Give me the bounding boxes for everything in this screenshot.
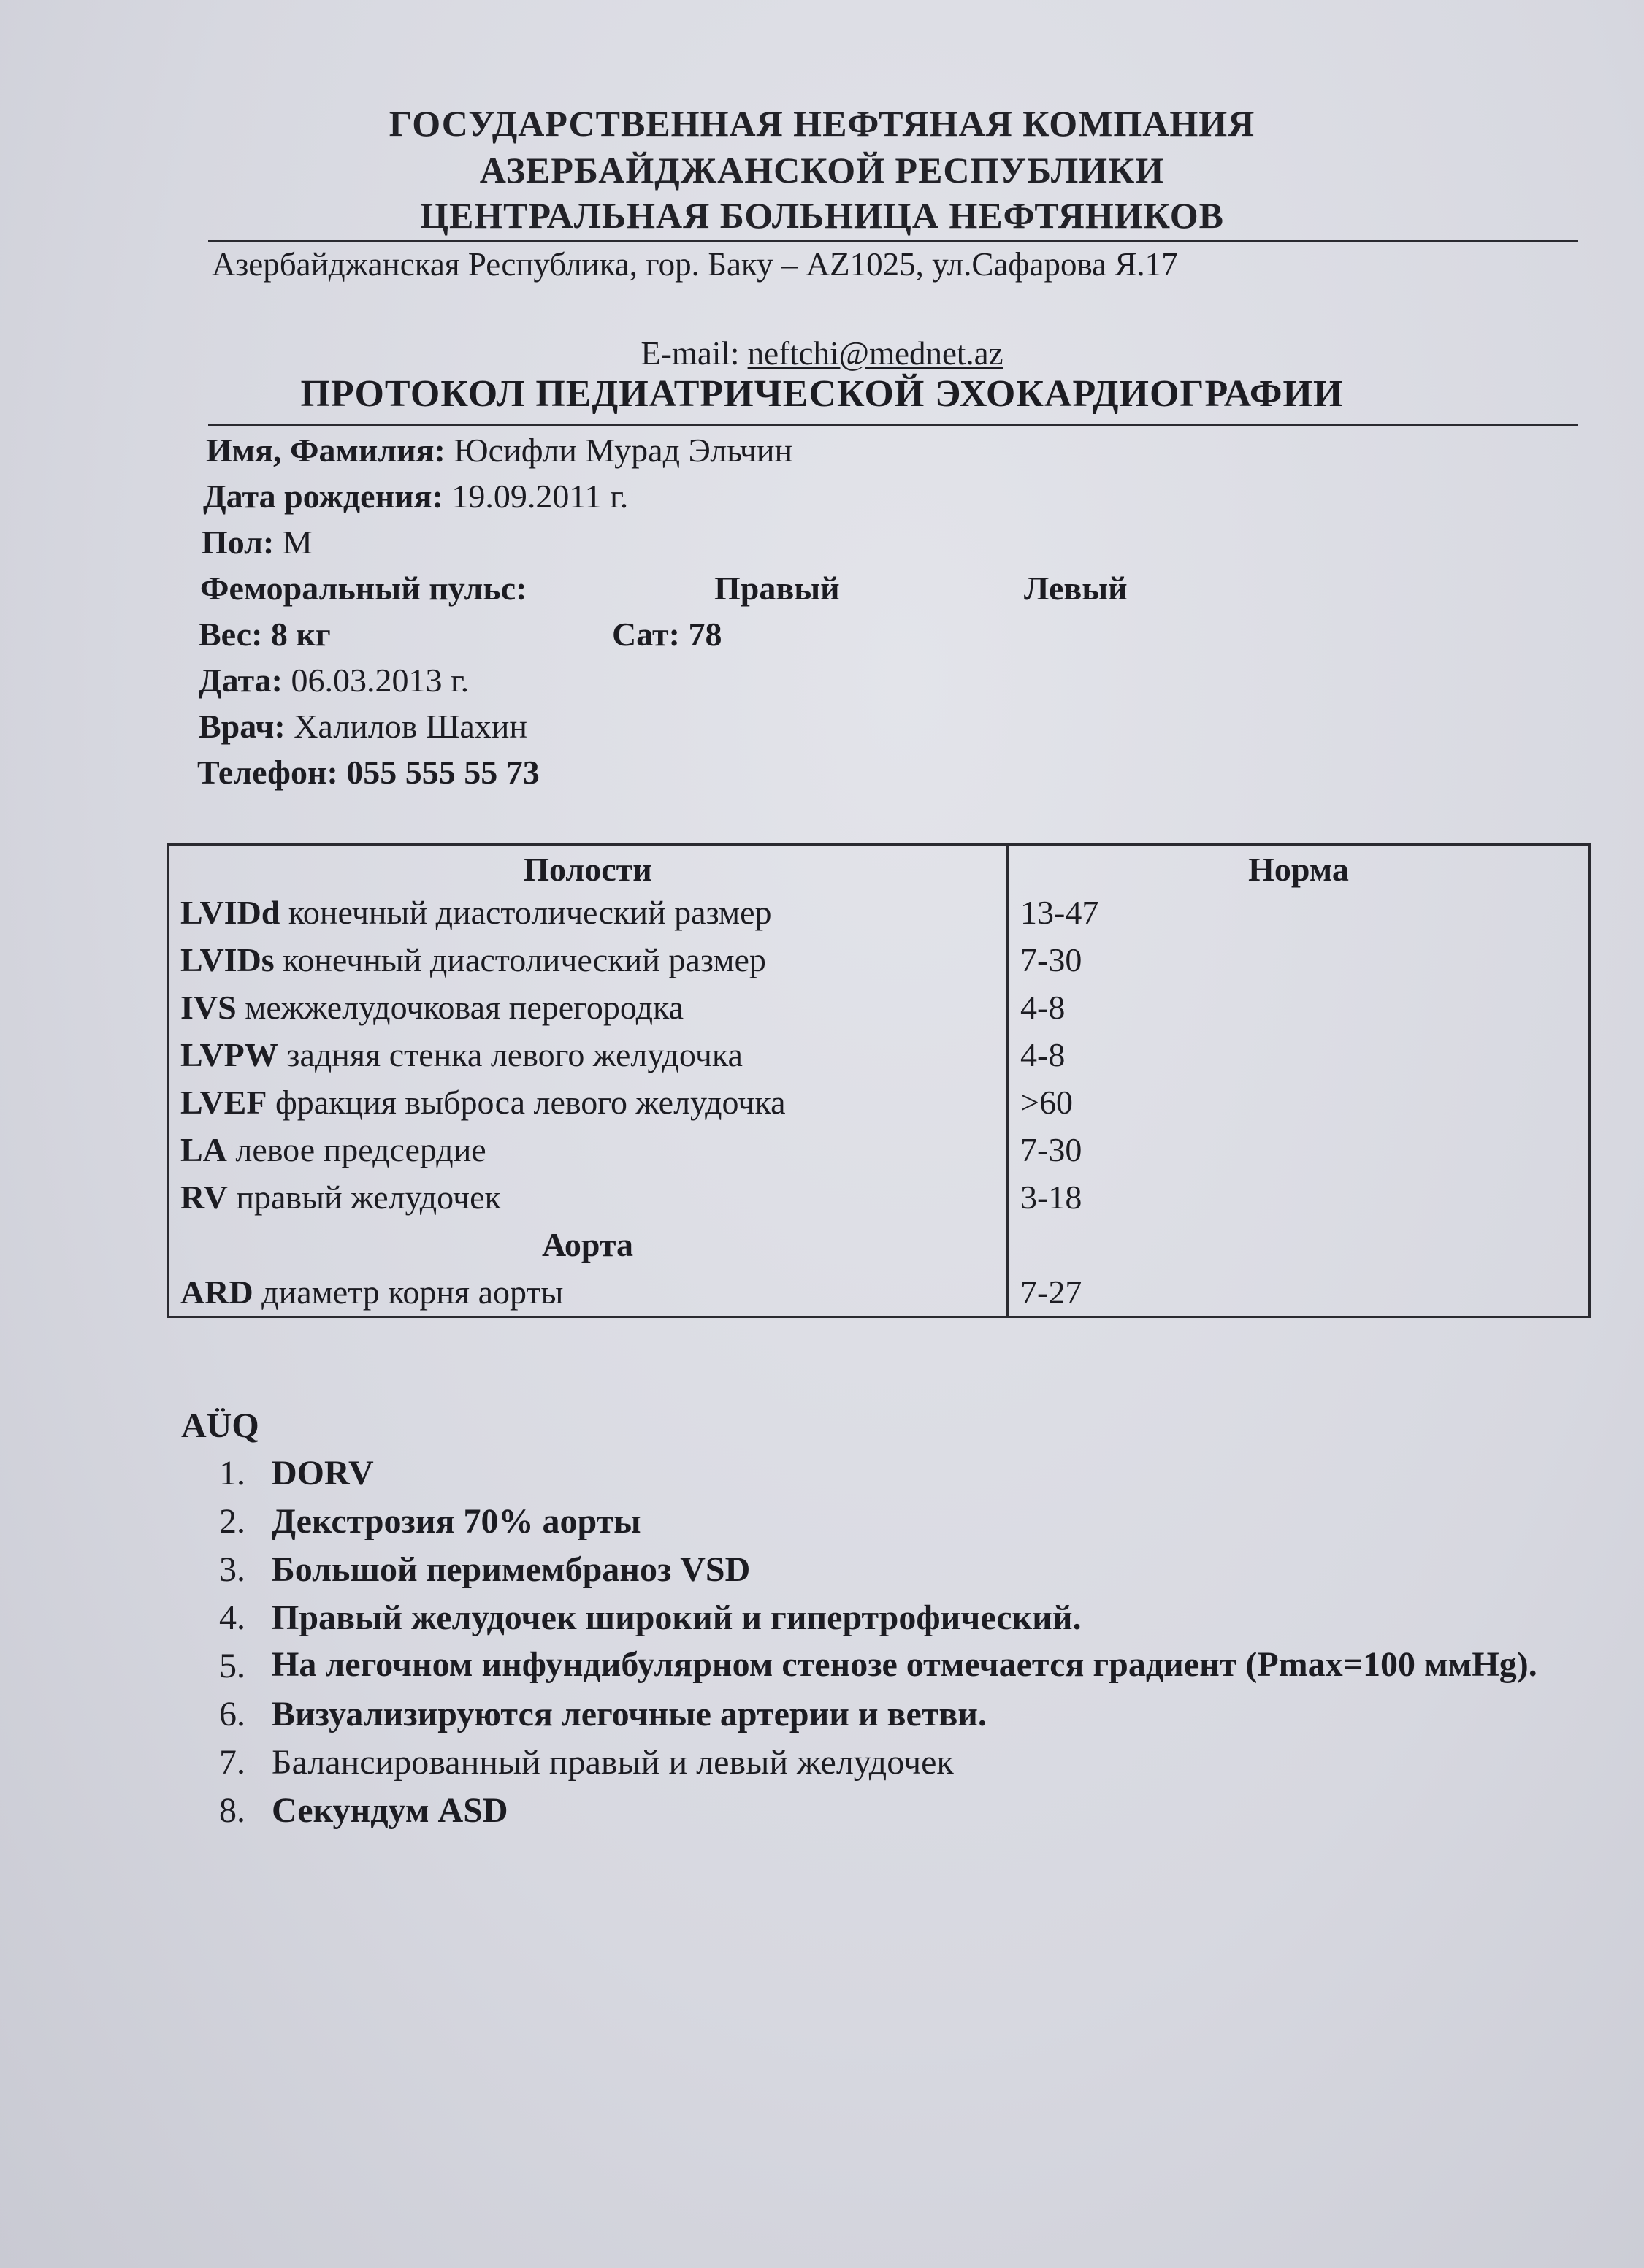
measurements-table xyxy=(167,843,1591,1318)
row-abbr: LVEF xyxy=(180,1084,267,1121)
item-text: Декстрозия 70% аорты xyxy=(272,1502,641,1541)
row-desc: фракция выброса левого желудочка xyxy=(267,1084,786,1121)
patient-name-label: Имя, Фамилия: xyxy=(206,432,446,469)
col-header-cavities: Полости xyxy=(168,845,1008,889)
exam-date-field xyxy=(199,661,469,700)
conclusion-label: AÜQ xyxy=(181,1406,259,1445)
list-item xyxy=(219,1787,1578,1835)
list-item xyxy=(219,1594,1578,1642)
row-desc: диаметр корня аорты xyxy=(253,1273,564,1311)
list-item xyxy=(219,1739,1578,1787)
row-desc: межжелудочковая перегородка xyxy=(236,989,684,1026)
row-norm: 4-8 xyxy=(1020,1036,1066,1073)
item-number: 6. xyxy=(219,1695,245,1733)
dob-label: Дата рождения: xyxy=(203,478,443,515)
item-number: 3. xyxy=(219,1550,245,1589)
row-abbr: LVPW xyxy=(180,1036,278,1073)
item-text: Секундум ASD xyxy=(272,1791,508,1830)
aorta-section-row xyxy=(168,1221,1590,1268)
item-number: 8. xyxy=(219,1791,245,1830)
header-line-1: ГОСУДАРСТВЕННАЯ НЕФТЯНАЯ КОМПАНИЯ xyxy=(389,103,1255,144)
row-abbr: ARD xyxy=(180,1273,253,1311)
table-row xyxy=(168,936,1590,984)
phone-value: Телефон: 055 555 55 73 xyxy=(197,754,540,791)
header-line-3: ЦЕНТРАЛЬНАЯ БОЛЬНИЦА НЕФТЯНИКОВ xyxy=(420,195,1224,236)
sex-field xyxy=(202,523,313,562)
femoral-right-label: Правый xyxy=(714,570,840,607)
list-item xyxy=(219,1546,1578,1594)
sat-field xyxy=(612,615,722,654)
title-rule xyxy=(208,424,1578,426)
femoral-pulse-label: Феморальный пульс: xyxy=(200,570,527,607)
list-item xyxy=(219,1642,1578,1690)
item-number: 2. xyxy=(219,1502,245,1541)
protocol-title: ПРОТОКОЛ ПЕДИАТРИЧЕСКОЙ ЭХОКАРДИОГРАФИИ xyxy=(300,373,1344,415)
row-desc: левое предсердие xyxy=(226,1131,486,1168)
table-row xyxy=(168,1268,1590,1317)
item-number: 5. xyxy=(219,1647,245,1685)
doctor-label: Врач: xyxy=(199,708,286,745)
table-row xyxy=(168,984,1590,1031)
row-abbr: RV xyxy=(180,1179,228,1216)
row-abbr: IVS xyxy=(180,989,237,1026)
row-norm: 3-18 xyxy=(1020,1179,1082,1216)
femoral-left xyxy=(1024,569,1128,608)
dob-value: 19.09.2011 г. xyxy=(451,478,629,515)
femoral-right xyxy=(714,569,840,608)
email-line xyxy=(0,334,1644,372)
header-rule xyxy=(208,240,1578,242)
sex-label: Пол: xyxy=(202,524,275,561)
list-item xyxy=(219,1690,1578,1739)
row-norm: 13-47 xyxy=(1020,894,1099,931)
weight-value: Вес: 8 кг xyxy=(199,616,331,653)
row-norm: 7-30 xyxy=(1020,1131,1082,1168)
doctor-field xyxy=(199,707,527,746)
item-number: 4. xyxy=(219,1598,245,1637)
list-item xyxy=(219,1498,1578,1546)
list-item xyxy=(219,1449,1578,1498)
patient-name-field xyxy=(206,431,792,470)
item-text: Большой перимембраноз VSD xyxy=(272,1550,751,1589)
exam-date-value: 06.03.2013 г. xyxy=(291,662,470,699)
row-desc: конечный диастолический размер xyxy=(280,894,772,931)
item-text: Балансированный правый и левый желудочек xyxy=(272,1743,954,1782)
item-text: Правый желудочек широкий и гипертрофический. xyxy=(272,1598,1082,1637)
table-row xyxy=(168,1126,1590,1173)
row-desc: конечный диастолический размер xyxy=(274,941,766,978)
table-row xyxy=(168,889,1590,936)
email-label: E-mail: xyxy=(641,335,748,372)
header-line-2: АЗЕРБАЙДЖАНСКОЙ РЕСПУБЛИКИ xyxy=(479,150,1165,191)
aorta-header: Аорта xyxy=(168,1221,1008,1268)
row-norm: 7-30 xyxy=(1020,941,1082,978)
email-link[interactable]: neftchi@mednet.az xyxy=(747,335,1003,372)
row-abbr: LVIDs xyxy=(180,941,275,978)
row-desc: правый желудочек xyxy=(227,1179,501,1216)
item-number: 1. xyxy=(219,1454,245,1493)
phone-field xyxy=(197,753,540,792)
row-abbr: LA xyxy=(180,1131,227,1168)
col-header-norm: Норма xyxy=(1248,851,1349,888)
item-text: DORV xyxy=(272,1454,374,1493)
item-number: 7. xyxy=(219,1743,245,1782)
table-row xyxy=(168,1031,1590,1079)
weight-field xyxy=(199,615,331,654)
dob-field xyxy=(203,477,628,516)
patient-name-value: Юсифли Мурад Эльчин xyxy=(454,432,793,469)
femoral-left-label: Левый xyxy=(1024,570,1128,607)
row-norm: 4-8 xyxy=(1020,989,1066,1026)
row-norm: 7-27 xyxy=(1020,1273,1082,1311)
sex-value: М xyxy=(282,524,313,561)
doctor-value: Халилов Шахин xyxy=(294,708,528,745)
hospital-address: Азербайджанская Республика, гор. Баку – AZ1025, ул.Сафарова Я.17 xyxy=(212,246,1178,283)
exam-date-label: Дата: xyxy=(199,662,283,699)
table-row xyxy=(168,1079,1590,1126)
row-desc: задняя стенка левого желудочка xyxy=(278,1036,743,1073)
row-norm: >60 xyxy=(1020,1084,1073,1121)
findings-list xyxy=(219,1449,1578,1835)
row-abbr: LVIDd xyxy=(180,894,280,931)
sat-value: Сат: 78 xyxy=(612,616,722,653)
item-text: Визуализируются легочные артерии и ветви. xyxy=(272,1695,987,1733)
table-row xyxy=(168,1173,1590,1221)
item-text: На легочном инфундибулярном стенозе отмечается градиент (Pmax=100 ммHg). xyxy=(272,1645,1537,1684)
femoral-pulse-field xyxy=(200,569,527,608)
